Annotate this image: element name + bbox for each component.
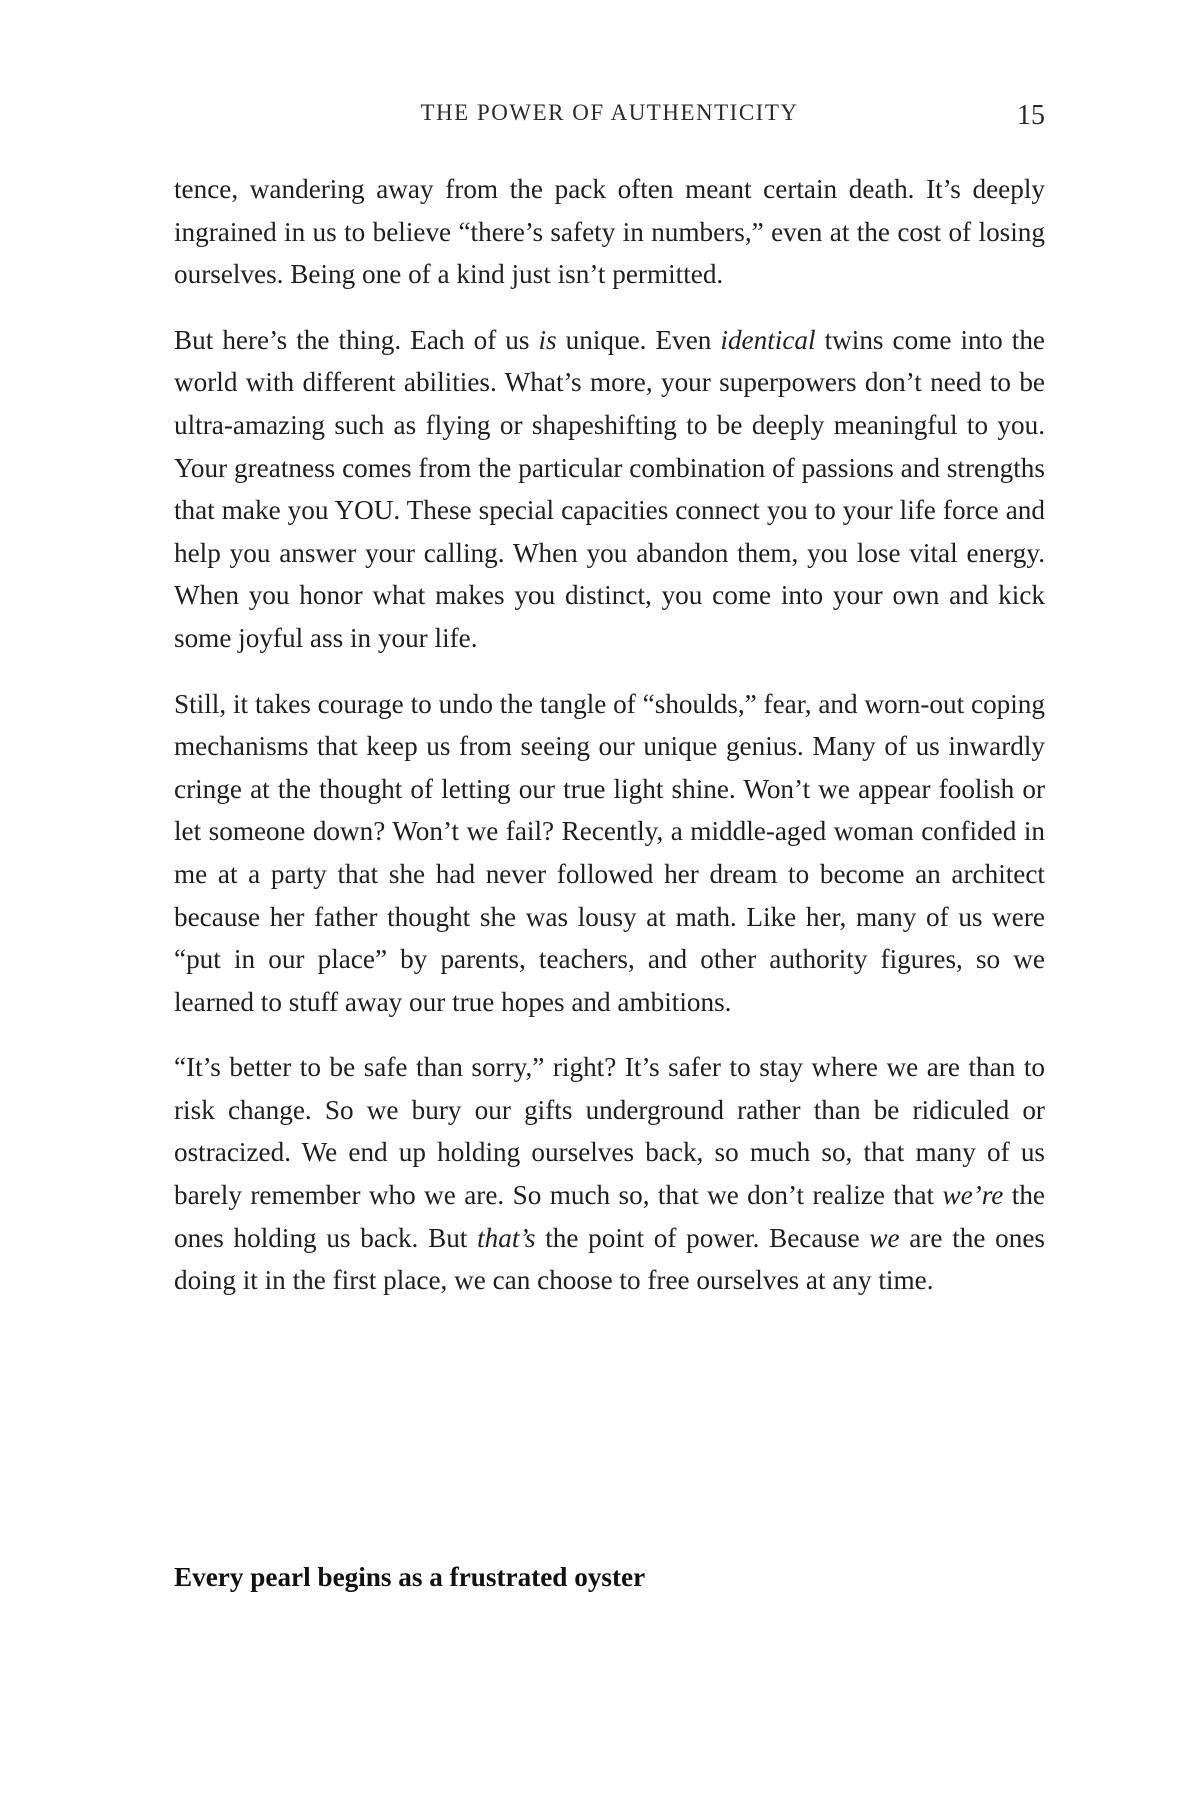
page-number: 15 [1017, 100, 1045, 131]
text-run: twins come into the world with different abilities. What’s more, your superpowers don’t need to be ultra-amazing such as flying or shapeshifting to be deeply meaningful to you. Your greatness comes from the particular combination of passions and strengths that make you YOU. These special capacities connect you to your life force and help you answer your calling. When you abandon them, you lose vital energy. When you honor what makes you distinct, you come into your own and kick some joyful ass in your life. [174, 324, 1045, 653]
text-run: tence, wandering away from the pack often meant certain death. It’s deeply ingrained in us to believe “there’s safety in numbers,” even at the cost of losing ourselves. Being one of a kind just isn’t permitted. [174, 174, 1045, 290]
section-subheading: Every pearl begins as a frustrated oyster [174, 1562, 646, 1592]
italic-text: we [869, 1222, 900, 1253]
italic-text: is [538, 324, 557, 355]
italic-text: we’re [942, 1180, 1004, 1211]
text-run: But here’s the thing. Each of us [174, 324, 539, 355]
text-run: the point of power. Because [535, 1222, 870, 1253]
italic-text: that’s [477, 1222, 536, 1253]
text-run: unique. Even [556, 324, 721, 355]
body-text [174, 168, 1045, 1325]
paragraph [174, 168, 1045, 296]
text-run: are the ones doing it in the first place, we can choose to free ourselves at any time. [174, 1222, 1045, 1296]
running-title: THE POWER OF AUTHENTICITY [420, 100, 799, 125]
text-run: “It’s better to be safe than sorry,” right? It’s safer to stay where we are than to risk change. So we bury our gifts underground rather than be ridiculed or ostracized. We end up holding ourselves back, so much so, that many of us barely remember who we are. So much so, that we don’t realize that [174, 1052, 1045, 1211]
text-run: the ones holding us back. But [174, 1180, 1045, 1253]
paragraph [174, 683, 1045, 1024]
running-head [174, 100, 1045, 140]
paragraph [174, 319, 1045, 660]
italic-text: identical [720, 324, 816, 355]
paragraph [174, 1046, 1045, 1302]
text-run: Still, it takes courage to undo the tangle of “shoulds,” fear, and worn-out coping mechanisms that keep us from seeing our unique genius. Many of us inwardly cringe at the thought of letting our true light shine. Won’t we appear foolish or let someone down? Won’t we fail? Recently, a middle-aged woman confided in me at a party that she had never followed her dream to become an architect because her father thought she was lousy at math. Like her, many of us were “put in our place” by parents, teachers, and other authority figures, so we learned to stuff away our true hopes and ambitions. [174, 688, 1045, 1017]
